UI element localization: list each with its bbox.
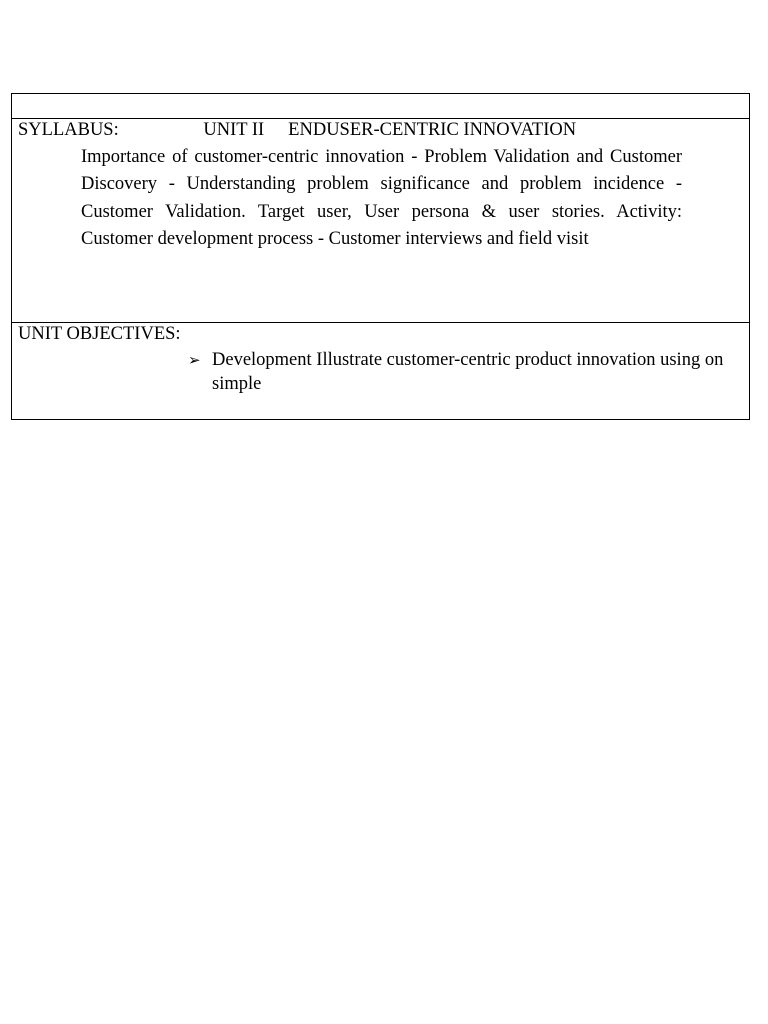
unit-title: ENDUSER-CENTRIC INNOVATION: [288, 120, 577, 140]
arrowhead-bullet-icon: ➢: [188, 351, 201, 369]
unit-table: [11, 93, 750, 420]
syllabus-section: [12, 119, 749, 323]
objectives-label: UNIT OBJECTIVES:: [18, 324, 181, 344]
objectives-section: [12, 323, 749, 419]
objective-list-item: [188, 348, 744, 396]
syllabus-text: Importance of customer-centric innovation - Problem Validation and Customer Discovery - Understanding problem significance and problem incidence - Customer Validation. Target user, User persona & user stories. Activity: Customer development process - Customer interviews and field visit: [81, 147, 682, 249]
unit-number: UNIT II: [203, 120, 265, 140]
syllabus-label: SYLLABUS:: [18, 120, 119, 140]
objective-text: Development Illustrate customer-centric product innovation using on simple: [212, 350, 724, 394]
